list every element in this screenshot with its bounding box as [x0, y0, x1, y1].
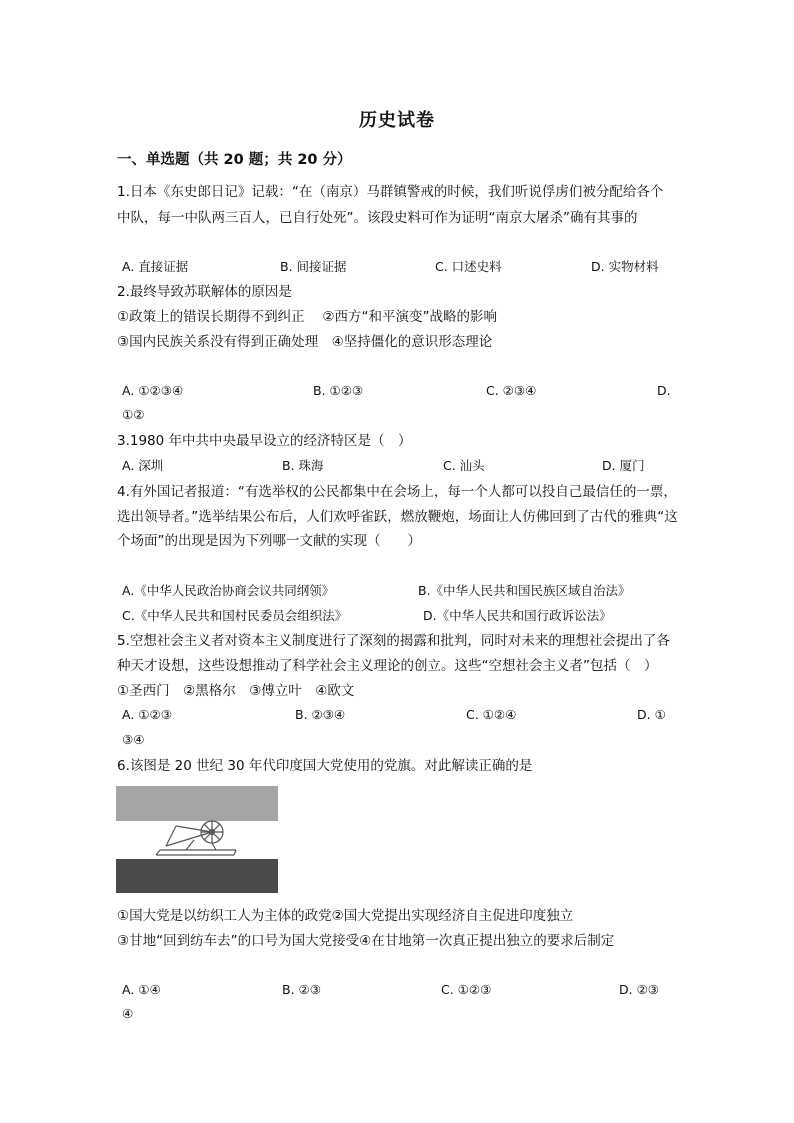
question-2-stem: 2.最终导致苏联解体的原因是: [117, 284, 292, 300]
question-1-option-a[interactable]: A. 直接证据: [122, 259, 189, 274]
question-1-line-1: 1.日本《东史郎日记》记载：“在（南京）马群镇警戒的时候，我们听说俘虏们被分配给各个: [117, 184, 664, 200]
question-1-option-c[interactable]: C. 口述史料: [435, 259, 502, 274]
congress-party-flag-image: [116, 786, 278, 893]
question-5-option-b[interactable]: B. ②③④: [295, 707, 346, 722]
question-1-option-d[interactable]: D. 实物材料: [591, 259, 659, 274]
question-5-option-d-wrap: ③④: [122, 732, 145, 747]
question-2-item-line-1: ①政策上的错误长期得不到纠正 ②西方“和平演变”战略的影响: [117, 309, 497, 325]
question-5-option-d[interactable]: D. ①: [637, 707, 666, 722]
question-4-option-b[interactable]: B.《中华人民共和国民族区域自治法》: [418, 583, 631, 598]
question-5-option-a[interactable]: A. ①②③: [122, 707, 172, 722]
question-4-option-c[interactable]: C.《中华人民共和国村民委员会组织法》: [122, 608, 348, 623]
spinning-wheel-icon: [116, 814, 278, 866]
question-2-option-d-wrap: ①②: [122, 407, 145, 422]
question-6-item-line-2: ③甘地“回到纺车去”的口号为国大党接受④在甘地第一次真正提出独立的要求后制定: [117, 933, 615, 949]
question-2-item-line-2: ③国内民族关系没有得到正确处理 ④坚持僵化的意识形态理论: [117, 334, 493, 350]
question-5-line-2: 种天才设想，这些设想推动了科学社会主义理论的创立。这些“空想社会主义者”包括（ ）: [117, 658, 658, 674]
question-5-option-c[interactable]: C. ①②④: [466, 707, 517, 722]
question-6-option-b[interactable]: B. ②③: [282, 982, 321, 997]
question-6-option-a[interactable]: A. ①④: [122, 982, 161, 997]
section-heading: 一、单选题（共 20 题；共 20 分）: [117, 152, 352, 168]
question-6-option-d-wrap: ④: [122, 1006, 134, 1021]
question-4-option-d[interactable]: D.《中华人民共和国行政诉讼法》: [423, 608, 612, 623]
question-5-items: ①圣西门 ②黑格尔 ③傅立叶 ④欧文: [117, 683, 355, 699]
question-2-option-c[interactable]: C. ②③④: [486, 383, 537, 398]
question-2-option-a[interactable]: A. ①②③④: [122, 383, 184, 398]
question-3-option-c[interactable]: C. 汕头: [443, 458, 485, 473]
question-1-line-2: 中队，每一中队两三百人，已自行处死”。该段史料可作为证明“南京大屠杀”确有其事的: [117, 210, 638, 226]
question-4-option-a[interactable]: A.《中华人民政治协商会议共同纲领》: [122, 583, 335, 598]
question-2-option-d[interactable]: D.: [657, 383, 671, 398]
question-3-option-d[interactable]: D. 厦门: [602, 458, 645, 473]
question-4-line-3: 个场面”的出现是因为下列哪一文献的实现（ ）: [117, 533, 421, 549]
question-6-stem: 6.该图是 20 世纪 30 年代印度国大党使用的党旗。对此解读正确的是: [117, 758, 533, 774]
question-4-line-1: 4.有外国记者报道：“有选举权的公民都集中在会场上，每一个人都可以投自己最信任的一票，: [117, 484, 677, 500]
question-6-item-line-1: ①国大党是以纺织工人为主体的政党②国大党提出实现经济自主促进印度独立: [117, 908, 574, 924]
question-2-option-b[interactable]: B. ①②③: [313, 383, 364, 398]
question-3-option-a[interactable]: A. 深圳: [122, 458, 164, 473]
question-5-line-1: 5.空想社会主义者对资本主义制度进行了深刻的揭露和批判，同时对未来的理想社会提出了各: [117, 633, 670, 649]
question-4-line-2: 选出领导者。”选举结果公布后，人们欢呼雀跃，燃放鞭炮，场面让人仿佛回到了古代的雅典“这: [117, 509, 678, 525]
question-1-option-b[interactable]: B. 间接证据: [280, 259, 347, 274]
question-3-stem: 3.1980 年中共中央最早设立的经济特区是（ ）: [117, 433, 412, 449]
question-3-option-b[interactable]: B. 珠海: [282, 458, 324, 473]
question-6-option-d[interactable]: D. ②③: [619, 982, 659, 997]
page-title: 历史试卷: [359, 110, 435, 131]
question-6-option-c[interactable]: C. ①②③: [441, 982, 492, 997]
